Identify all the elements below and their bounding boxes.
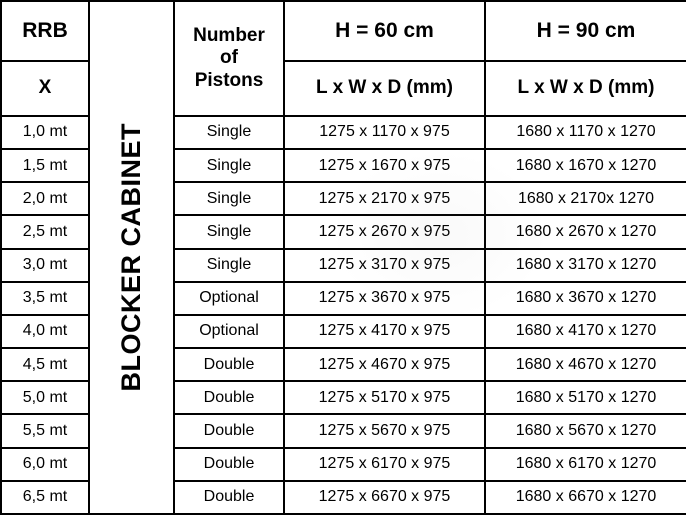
header-pistons-line3: Pistons [194, 69, 264, 91]
header-pistons-line2: of [220, 47, 238, 69]
cell-h60-dimensions: 1275 x 3670 x 975 [284, 282, 485, 315]
header-h60: H = 60 cm [284, 1, 485, 61]
cell-pistons: Double [174, 381, 284, 414]
cell-h90-dimensions: 1680 x 4670 x 1270 [485, 348, 686, 381]
cell-x: 2,5 mt [1, 215, 89, 248]
cell-pistons: Single [174, 116, 284, 149]
cell-pistons: Single [174, 215, 284, 248]
cell-h60-dimensions: 1275 x 1670 x 975 [284, 149, 485, 182]
cell-h60-dimensions: 1275 x 6170 x 975 [284, 448, 485, 481]
cell-pistons: Double [174, 448, 284, 481]
cell-pistons: Optional [174, 315, 284, 348]
cell-h60-dimensions: 1275 x 4170 x 975 [284, 315, 485, 348]
cell-h60-dimensions: 1275 x 2670 x 975 [284, 215, 485, 248]
cell-x: 1,0 mt [1, 116, 89, 149]
cell-h90-dimensions: 1680 x 2670 x 1270 [485, 215, 686, 248]
cell-h60-dimensions: 1275 x 3170 x 975 [284, 249, 485, 282]
cell-h60-dimensions: 1275 x 5670 x 975 [284, 414, 485, 447]
cell-h60-dimensions: 1275 x 4670 x 975 [284, 348, 485, 381]
cell-x: 6,5 mt [1, 481, 89, 514]
header-pistons-line1: Number [193, 24, 265, 46]
cell-x: 2,0 mt [1, 182, 89, 215]
cell-h60-dimensions: 1275 x 6670 x 975 [284, 481, 485, 514]
cell-x: 5,5 mt [1, 414, 89, 447]
cell-h90-dimensions: 1680 x 5170 x 1270 [485, 381, 686, 414]
header-rrb: RRB [1, 1, 89, 61]
vertical-title-text: BLOCKER CABINET [116, 123, 146, 392]
cell-x: 4,5 mt [1, 348, 89, 381]
cell-x: 4,0 mt [1, 315, 89, 348]
cell-h90-dimensions: 1680 x 1170 x 1270 [485, 116, 686, 149]
vertical-title-blocker-cabinet [89, 1, 174, 514]
cell-x: 3,5 mt [1, 282, 89, 315]
header-x: X [1, 61, 89, 116]
header-number-of-pistons [174, 1, 284, 116]
header-h90-units: L x W x D (mm) [485, 61, 686, 116]
cell-h90-dimensions: 1680 x 3670 x 1270 [485, 282, 686, 315]
cell-x: 1,5 mt [1, 149, 89, 182]
cell-pistons: Double [174, 414, 284, 447]
cell-h60-dimensions: 1275 x 1170 x 975 [284, 116, 485, 149]
cell-h90-dimensions: 1680 x 3170 x 1270 [485, 249, 686, 282]
cell-h90-dimensions: 1680 x 4170 x 1270 [485, 315, 686, 348]
cell-h60-dimensions: 1275 x 5170 x 975 [284, 381, 485, 414]
cell-h90-dimensions: 1680 x 1670 x 1270 [485, 149, 686, 182]
cell-pistons: Single [174, 182, 284, 215]
cell-pistons: Optional [174, 282, 284, 315]
cell-h60-dimensions: 1275 x 2170 x 975 [284, 182, 485, 215]
cell-h90-dimensions: 1680 x 6670 x 1270 [485, 481, 686, 514]
cell-pistons: Double [174, 481, 284, 514]
cell-h90-dimensions: 1680 x 2170x 1270 [485, 182, 686, 215]
cell-h90-dimensions: 1680 x 6170 x 1270 [485, 448, 686, 481]
header-row-primary [1, 1, 686, 61]
header-h90: H = 90 cm [485, 1, 686, 61]
vertical-title-wrapper [90, 2, 173, 513]
cell-pistons: Single [174, 249, 284, 282]
cell-pistons: Single [174, 149, 284, 182]
header-h60-units: L x W x D (mm) [284, 61, 485, 116]
cell-h90-dimensions: 1680 x 5670 x 1270 [485, 414, 686, 447]
cell-pistons: Double [174, 348, 284, 381]
cell-x: 5,0 mt [1, 381, 89, 414]
cell-x: 6,0 mt [1, 448, 89, 481]
cell-x: 3,0 mt [1, 249, 89, 282]
